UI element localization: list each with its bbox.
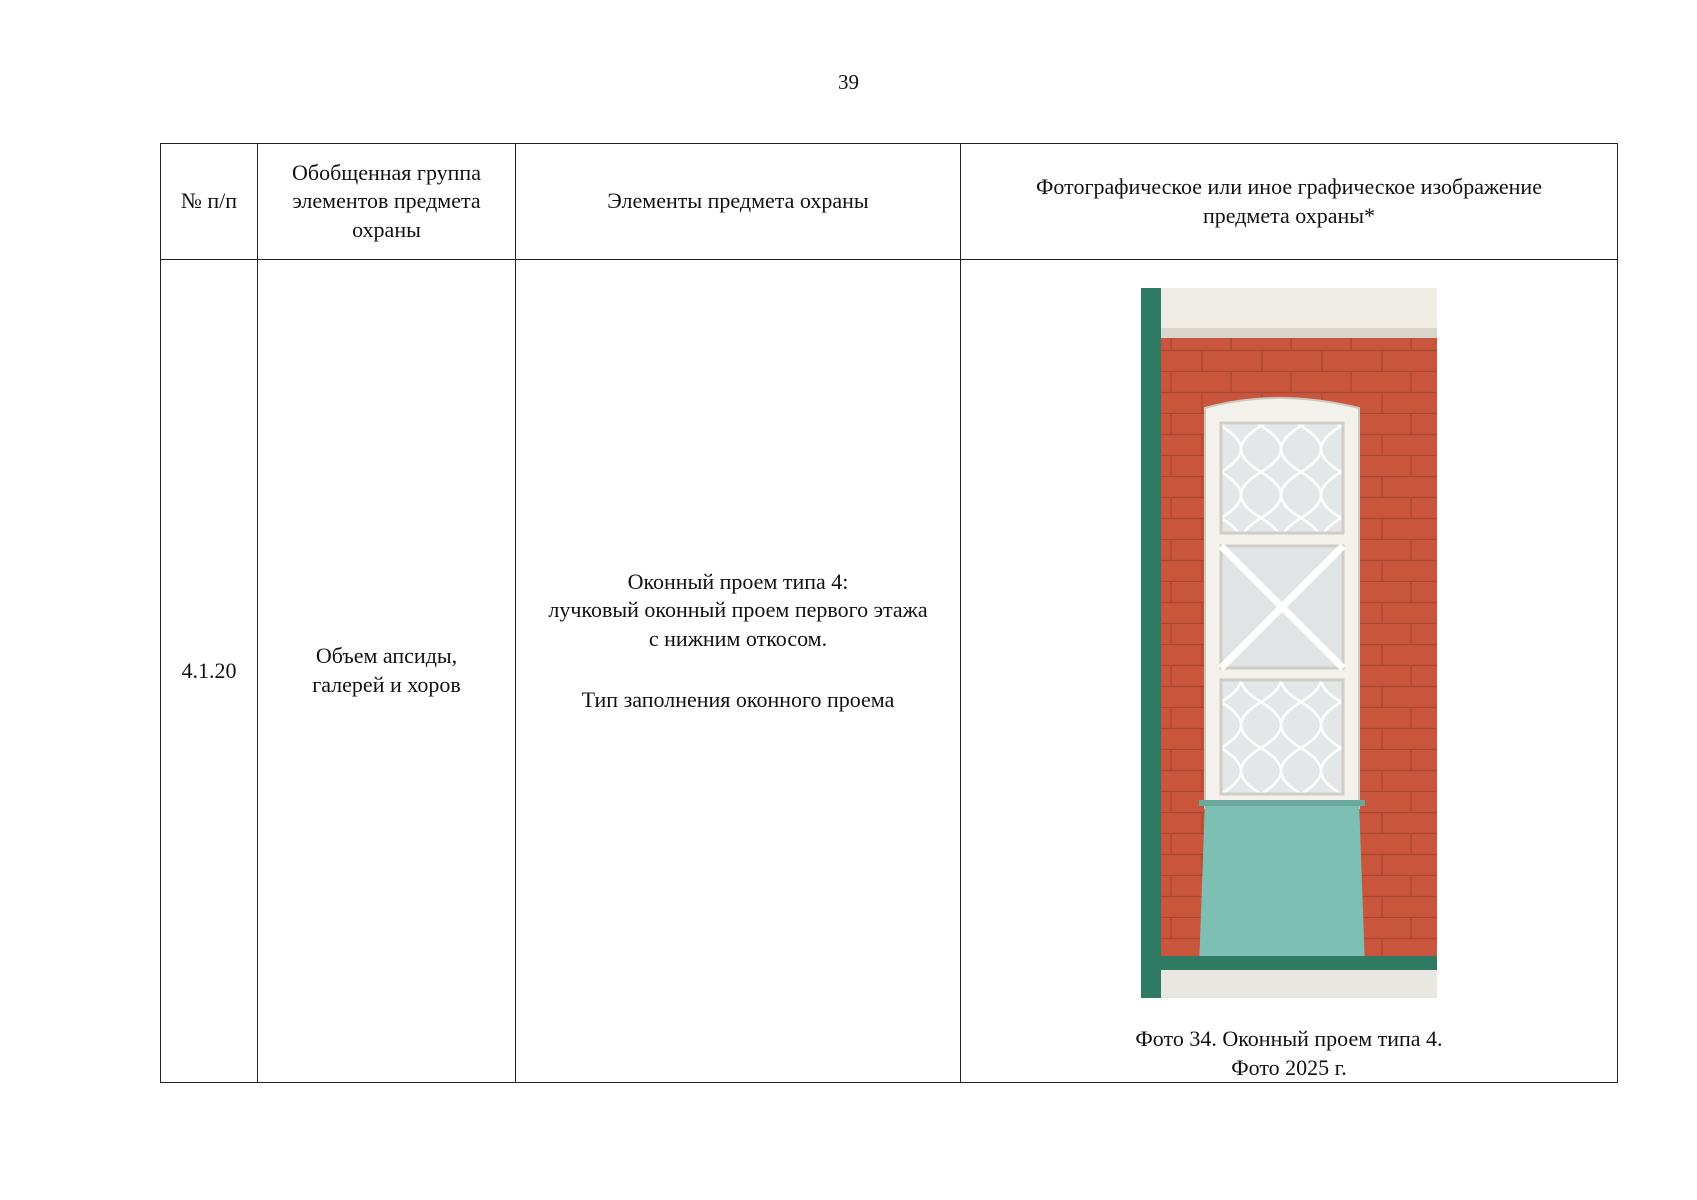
- protection-table: [160, 143, 1618, 1083]
- row-photo-cell: [961, 260, 1618, 1083]
- page-number: 39: [838, 70, 859, 94]
- header-photo: Фотографическое или иное графическое изображение предмета охраны*: [961, 144, 1618, 260]
- table-row: [161, 260, 1618, 1083]
- header-group: Обобщенная группа элементов предмета охраны: [258, 144, 516, 260]
- photo-caption: [961, 1025, 1617, 1082]
- elements-line-2: лучковый оконный проем первого этажа: [548, 597, 928, 623]
- table-header-row: [161, 144, 1618, 260]
- elements-line-1: Оконный проем типа 4:: [627, 568, 849, 594]
- row-group: Объем апсиды, галерей и хоров: [258, 260, 516, 1083]
- window-photo-drawing: [1141, 288, 1437, 998]
- caption-line-1: Фото 34. Оконный проем типа 4.: [1135, 1026, 1443, 1051]
- caption-line-2: Фото 2025 г.: [1231, 1054, 1347, 1080]
- window-photo: [1141, 288, 1437, 998]
- row-number: 4.1.20: [161, 260, 258, 1083]
- row-elements: [516, 260, 961, 1083]
- elements-line-4: Тип заполнения оконного проема: [581, 686, 895, 712]
- elements-line-3: с нижним откосом.: [648, 626, 828, 651]
- header-number: № п/п: [161, 144, 258, 260]
- header-elements: Элементы предмета охраны: [516, 144, 961, 260]
